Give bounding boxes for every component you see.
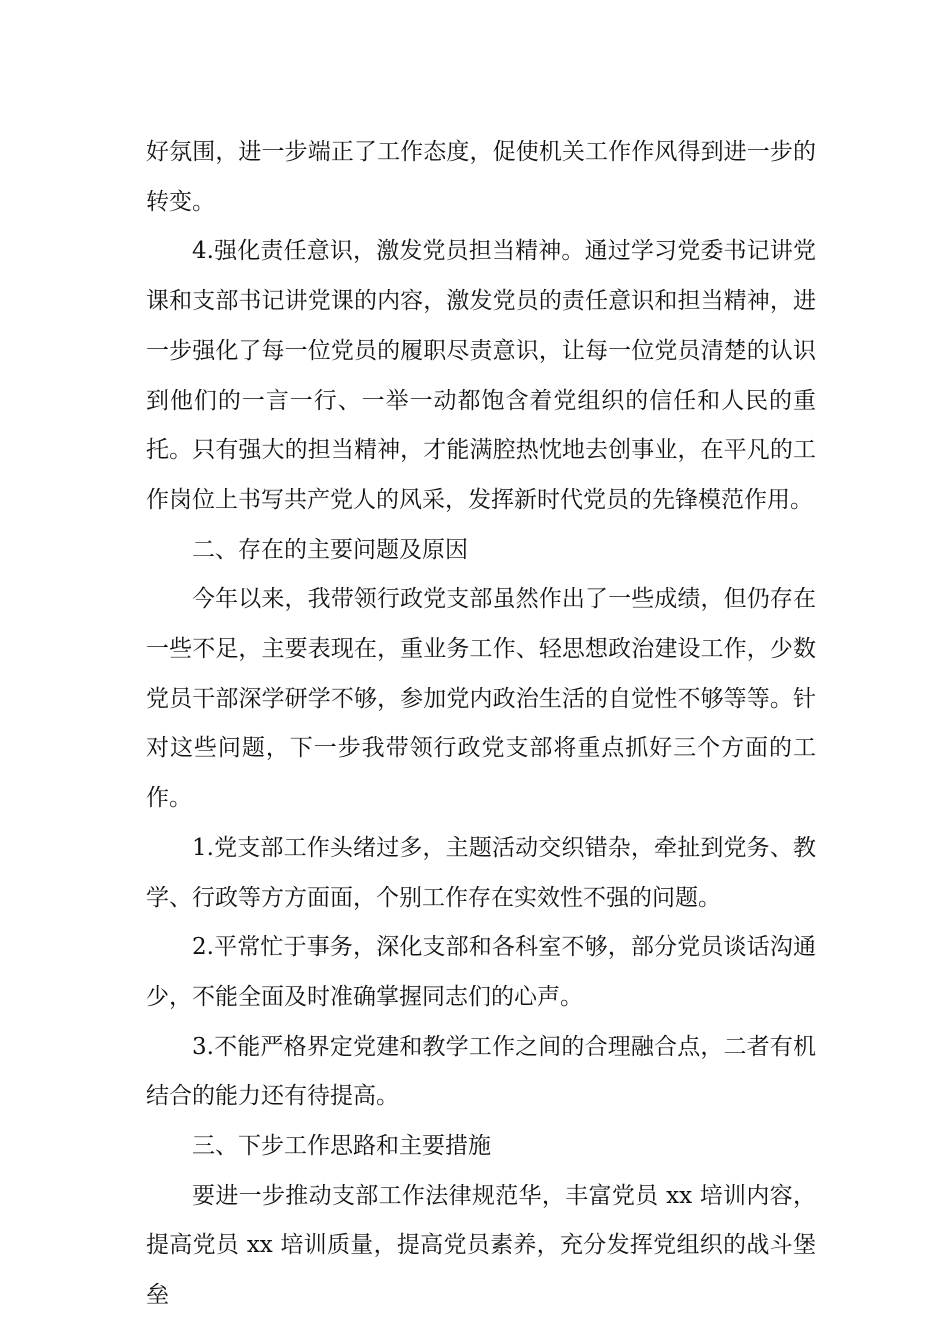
paragraph-problems-intro: 今年以来，我带领行政党支部虽然作出了一些成绩，但仍存在一些不足，主要表现在，重业务工作、轻思想政治建设工作，少数党员干部深学研学不够，参加党内政治生活的自觉性不够等等。针对这些问题，下一步我带领行政党支部将重点抓好三个方面的工作。 bbox=[146, 586, 816, 812]
paragraph-problem-1: 1.党支部工作头绪过多，主题活动交织错杂，牵扯到党务、教学、行政等方方面面，个别工作存在实效性不强的问题。 bbox=[146, 834, 816, 911]
paragraph-continuation: 好氛围，进一步端正了工作态度，促使机关工作作风得到进一步的转变。 bbox=[146, 139, 816, 215]
section-heading-2: 二、存在的主要问题及原因 bbox=[192, 536, 468, 563]
document-body bbox=[146, 128, 816, 1321]
paragraph-measures: 要进一步推动支部工作法律规范华，丰富党员 xx 培训内容，提高党员 xx 培训质量，提高党员素养，充分发挥党组织的战斗堡垒 bbox=[146, 1182, 816, 1309]
paragraph-point-4: 4.强化责任意识，激发党员担当精神。通过学习党委书记讲党课和支部书记讲党课的内容，激发党员的责任意识和担当精神，进一步强化了每一位党员的履职尽责意识，让每一位党员清楚的认识到他们的一言一行、一举一动都饱含着党组织的信任和人民的重托。只有强大的担当精神，才能满腔热忱地去创事业，在平凡的工作岗位上书写共产党人的风采，发挥新时代党员的先锋模范作用。 bbox=[146, 238, 816, 513]
paragraph-problem-2: 2.平常忙于事务，深化支部和各科室不够，部分党员谈话沟通少，不能全面及时准确掌握同志们的心声。 bbox=[146, 934, 816, 1010]
section-heading-3: 三、下步工作思路和主要措施 bbox=[192, 1133, 491, 1160]
paragraph-problem-3: 3.不能严格界定党建和教学工作之间的合理融合点，二者有机结合的能力还有待提高。 bbox=[146, 1033, 816, 1110]
